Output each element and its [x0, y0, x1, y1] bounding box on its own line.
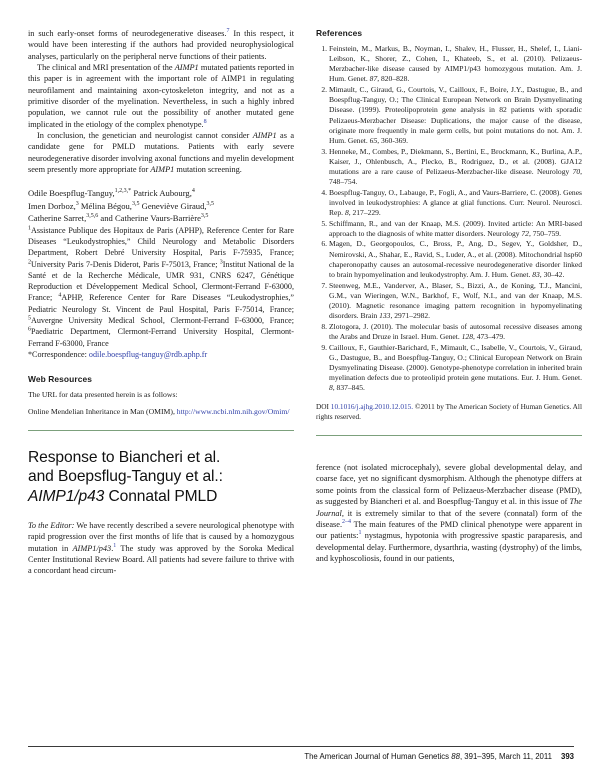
affiliation-text: University Paris 7-Denis Diderot, Paris F-75013, France; [31, 259, 220, 269]
paragraph-conclusion [28, 130, 294, 175]
text-run: Mimault, C., Giraud, G., Courtois, V., Cailloux, F., Boire, J.Y., Dastugue, B., and Boespflug-Tanguy, O.; The Clinical European Network on Brain Dysmyelinating Disease. (1999). Proteolipoprotein gene analysis in 82 patients with sporadic Pelizaeus-Merzbacher Disease: Duplications, the major cause of the disease, originate more frequently in male germ cells, but point mutations do not. Am. J. Hum. Genet. [329, 85, 582, 145]
text-run: The study was approved by the Soroka Medical Center Institutional Review Board. All patients had severe failure to thrive with a concordant head circum- [28, 543, 294, 576]
article-title [28, 448, 294, 506]
italic-text: AIMP1 [252, 131, 277, 141]
affiliation-number: 5 [28, 315, 31, 322]
text-run: , 217–229. [348, 208, 381, 217]
reference-item [316, 343, 582, 394]
text-run: nystagmus, hypotonia with progressive spastic paraparesis, and developmental delay. Furthermore, dysarthria, wasting (dystrophy) of the limbs, and kyphoscoliosis, found in our patients, [316, 531, 582, 563]
text-run: , 837–845. [332, 383, 365, 393]
reference-item [316, 281, 582, 322]
citation-marker[interactable]: 8 [203, 118, 207, 125]
citation-marker[interactable]: 1 [358, 530, 362, 537]
web-resource-url-link[interactable]: http://www.ncbi.nlm.nih.gov/Omim/ [176, 406, 290, 416]
text-run: in such early-onset forms of neurodegenerative diseases. [28, 29, 227, 38]
left-column [28, 28, 294, 577]
paragraph-continuation-right [316, 462, 582, 564]
author-name: Mélina Bégou, [78, 200, 132, 211]
author-list [28, 187, 294, 224]
author-line [28, 200, 294, 212]
doi-label: DOI [316, 402, 331, 412]
footer-pages-date: , 391–395, March 11, 2011 [459, 752, 552, 761]
author-affiliation-mark: 3 [75, 201, 79, 208]
copyright-text: ©2011 by The American Society of Human Genetics. All rights reserved. [316, 402, 582, 422]
italic-text: The Journal [316, 497, 582, 518]
affiliation-number: 3 [219, 258, 223, 265]
text-run: , 2971–2982. [390, 311, 431, 321]
reference-number: 9. [321, 342, 327, 352]
doi-line [316, 402, 582, 422]
italic-text: AIMP1 [174, 63, 199, 73]
italic-text: 65 [369, 135, 378, 145]
correspondence-line [28, 349, 294, 360]
footer-volume: 88 [451, 752, 460, 761]
text-run: mutated patients reported in this paper is in agreement with the important role of AIMP1 in regulating neurofilament and maintaining axon-cytoskeleton integrity, and not as a primitive disorder of the myelination. Nevertheless, in such a highly inbred population, we cannot rule out the possibility of another mutated gene implicated in the etiology of the complex phenotype. [28, 63, 294, 129]
to-the-editor-label: To the Editor: [28, 520, 75, 530]
author-affiliation-mark: 4 [191, 188, 195, 195]
citation-marker[interactable]: 2–4 [342, 519, 352, 526]
web-resource-item [28, 407, 294, 418]
reference-number: 8. [321, 321, 327, 331]
affiliation-text: Paediatric Department, Clermont-Ferrand University Hospital, Clermont-Ferrand F-63000, France [28, 327, 294, 348]
web-resource-name: Online Mendelian Inheritance in Man (OMIM), [28, 406, 177, 416]
affiliation-number: 1 [28, 225, 31, 231]
text-run: Steenweg, M.E., Vanderver, A., Blaser, S., Bizzi, A., de Koning, T.J., Mancini, G.M., van Wieringen, W.N., Barkhof, F., Wolf, N.I., and van der Knaap, M.S. (2010). Magnetic resonance imaging pattern recognition in hypomyelinating disorders. Brain [329, 280, 582, 321]
reference-number: 3. [321, 146, 327, 156]
text-run: Magen, D., Georgopoulos, C., Bross, P., Ang, D., Segev, Y., Goldsher, D., Nemirovski, A., Shahar, E., Ravid, S., Luder, A., et al. (2008). Mitochondrial hsp60 chaperonopathy causes an autosomal-recessive neurodegenerative disorder linked to brain hypomyelination and leukodystrophy. Am. J. Hum. Genet. [329, 239, 582, 279]
italic-text: 72 [521, 228, 529, 238]
article-title-gene: AIMP1/p43 [28, 487, 105, 505]
text-run: Zlotogora, J. (2010). The molecular basis of autosomal recessive diseases among the Arabs and Druze in Israel. Hum. Genet. [329, 321, 582, 341]
footer-rule [28, 746, 574, 747]
correspondence-email-link[interactable]: odile.boespflug-tanguy@rdb.aphp.fr [88, 349, 208, 359]
reference-item [316, 219, 582, 239]
two-column-layout [28, 28, 582, 577]
text-run: Cailloux, F., Gauthier-Barichard, F., Mimault, C., Isabelle, V., Courtois, V., Giraud, G., Dastugue, B., and Boespflug-Tanguy, O.; Clinical European Network on Brain Dysmyelinating Disease. (2000). Genotype-phenotype correlation in inherited brain myelination defects due to proteolipid protein gene mutations. Eur. J. Hum. Genet. [329, 342, 582, 382]
reference-item [316, 188, 582, 218]
text-run: , 473–479. [472, 331, 506, 341]
author-line [28, 212, 294, 224]
paragraph-to-the-editor [28, 520, 294, 577]
article-title-line: and Boepsflug-Tanguy et al.: [28, 468, 223, 486]
right-column-spacer [316, 436, 582, 462]
text-run: as a candidate gene for PMLD mutations. Patients with early severe neurodegenerative disorder involving axonal functions and myelin development seem presently more appropriate for [28, 131, 294, 175]
italic-text: 87 [369, 74, 378, 84]
text-run: , 748–754. [329, 166, 582, 187]
reference-number: 5. [321, 218, 327, 228]
author-name: Patrick Aubourg, [131, 188, 192, 199]
text-run: In this respect, it would have been interesting if the authors had provided neurophysiological analyses, particularly on the peripheral nerve functions of their patients. [28, 29, 295, 61]
paragraph-continuation [28, 28, 294, 62]
author-name: Geneviève Giraud, [139, 200, 207, 211]
author-line [28, 187, 294, 199]
reference-item [316, 322, 582, 342]
section-divider-green [28, 430, 294, 431]
italic-text: 133 [379, 311, 391, 321]
text-run: Feinstein, M., Markus, B., Noyman, I., Shalev, H., Flusser, H., Shelef, I., Liani-Leibson, K., Shorer, Z., Cohen, I., Khateeb, S., et al. (2010). Pelizaeus-Merzbacher-like disease caused by AIMP1/p43 homozygous mutation. Am. J. Hum. Genet. [329, 44, 582, 84]
author-affiliation-mark: 3,5 [200, 213, 209, 220]
italic-text: AIMP1/p43 [72, 543, 112, 553]
affiliation-text: Auvergne University Medical School, Clermont-Ferrand F-63000, France; [31, 316, 294, 326]
page-footer [28, 746, 574, 761]
reference-item [316, 85, 582, 146]
reference-number: 2. [321, 85, 327, 95]
text-run: , 30–42. [539, 269, 565, 279]
author-affiliation-mark: 3,5 [206, 201, 215, 208]
text-run: Schiffmann, R., and van der Knaap, M.S. (2009). Invited article: An MRI-based approach to the diagnosis of white matter disorders. Neurology [329, 218, 582, 238]
italic-text: 128 [461, 331, 473, 341]
citation-marker[interactable]: 7 [226, 28, 230, 35]
title-spacer [28, 506, 294, 520]
doi-link[interactable]: 10.1016/j.ajhg.2010.12.015. [330, 402, 414, 412]
reference-number: 1. [321, 44, 327, 53]
text-run: The clinical and MRI presentation of the [37, 63, 175, 73]
footer-page-number: 393 [560, 752, 574, 761]
references-heading: References [316, 28, 363, 38]
text-run: ference (not isolated microcephaly), severe global developmental delay, and coarse face, yet no significant dysmorphism. Although the phenotype differs at some points from the classical form of Pelizaeus-Merzbacher disease (PMD), as suggested by Biancheri et al. and Boespflug-Tanguy et al. in this issue of [316, 463, 582, 507]
author-name: and Catherine Vaurs-Barrière [98, 213, 201, 224]
italic-text: 70 [572, 166, 581, 176]
article-title-text: Connatal PMLD [104, 487, 218, 505]
affiliation-text: Institut National de la Santé et de la Recherche Médicale, UMR 931, CNRS 6247, Génétique Reproduction et Développement Medical School, Clermont-Ferrand F-63000, France; [28, 259, 294, 303]
text-run: Boespflug-Tanguy, O., Labauge, P., Fogli, A., and Vaurs-Barriere, C. (2008). Genes involved in leukodystrophies: A glance at glial functions. Curr. Neurol. Neurosci. Rep. [329, 187, 582, 217]
author-name: Odile Boespflug-Tanguy, [28, 188, 115, 199]
text-run: Henneke, M., Combes, P., Diekmann, S., Bertini, E., Brockmann, K., Burlina, A.P., Kaiser, J., Ohlenbusch, A., Plecko, B., Rodriguez, D., et al. (2008). GJA12 mutations are a rare cause of Pelizaeus-Merzbacher-like disease. Neurology [329, 146, 582, 176]
text-run: , 750–759. [528, 228, 562, 238]
affiliation-text: APHP, Reference Center for Rare Diseases “Leukodystrophies,” Pediatric Neurology St. Vincent de Paul Hospital, Paris F-75014, France; [28, 293, 294, 314]
author-affiliation-mark: 3,5 [131, 201, 140, 208]
text-run: In conclusion, the genetician and neurologist cannot consider [37, 131, 253, 141]
author-affiliation-mark: 3,5,6 [86, 213, 99, 220]
web-resources-heading: Web Resources [28, 374, 92, 385]
reference-list [316, 44, 582, 393]
italic-text: 83 [532, 269, 540, 279]
correspondence-label: *Correspondence: [28, 349, 89, 359]
affiliation-text: Assistance Publique des Hopitaux de Paris (APHP), Reference Center for Rare Diseases “Leukodystrophies,” Child Neurology and Metabolic Disorders Department, Robert Debré University Hospital, Paris F-75935, France; [28, 225, 294, 258]
affiliation-number: 6 [28, 326, 31, 333]
citation-marker[interactable]: 1 [113, 542, 117, 549]
author-name: Imen Dorboz, [28, 200, 76, 211]
footer-citation [28, 752, 574, 761]
affiliation-number: 4 [58, 292, 62, 299]
text-run: , it is extremely similar to that of the severe (connatal) form of the disease. [316, 508, 582, 529]
text-run: , 820–828. [377, 74, 410, 84]
paragraph-clinical-mri [28, 62, 294, 130]
web-resources-intro: The URL for data presented herein is as follows: [28, 390, 178, 400]
reference-number: 4. [321, 187, 327, 197]
reference-item [316, 239, 582, 280]
text-run: mutation screening. [174, 165, 242, 175]
footer-journal-name: The American Journal of Human Genetics [304, 752, 452, 761]
text-run: . [111, 543, 114, 553]
text-run: The main features of the PMD clinical phenotype were apparent in our patients: [316, 519, 582, 541]
affiliations-block [28, 225, 294, 349]
article-title-line: Response to Biancheri et al. [28, 449, 221, 467]
reference-item [316, 44, 582, 85]
text-run: We have recently described a severe neurological phenotype with rapid progression over the first months of life that is caused by a homozygous mutation in [28, 520, 294, 553]
italic-text: 8 [329, 383, 333, 393]
reference-item [316, 147, 582, 188]
affiliation-number: 2 [28, 258, 31, 265]
reference-number: 6. [321, 239, 327, 249]
author-affiliation-mark: 1,2,3,* [114, 188, 132, 195]
article-title-line [28, 487, 294, 506]
author-name: Catherine Sarret, [28, 213, 87, 224]
italic-text: AIMP1 [150, 165, 175, 175]
text-run: , 360-369. [377, 135, 409, 145]
italic-text: 8 [344, 208, 349, 217]
right-column [316, 28, 582, 577]
reference-number: 7. [321, 280, 327, 290]
